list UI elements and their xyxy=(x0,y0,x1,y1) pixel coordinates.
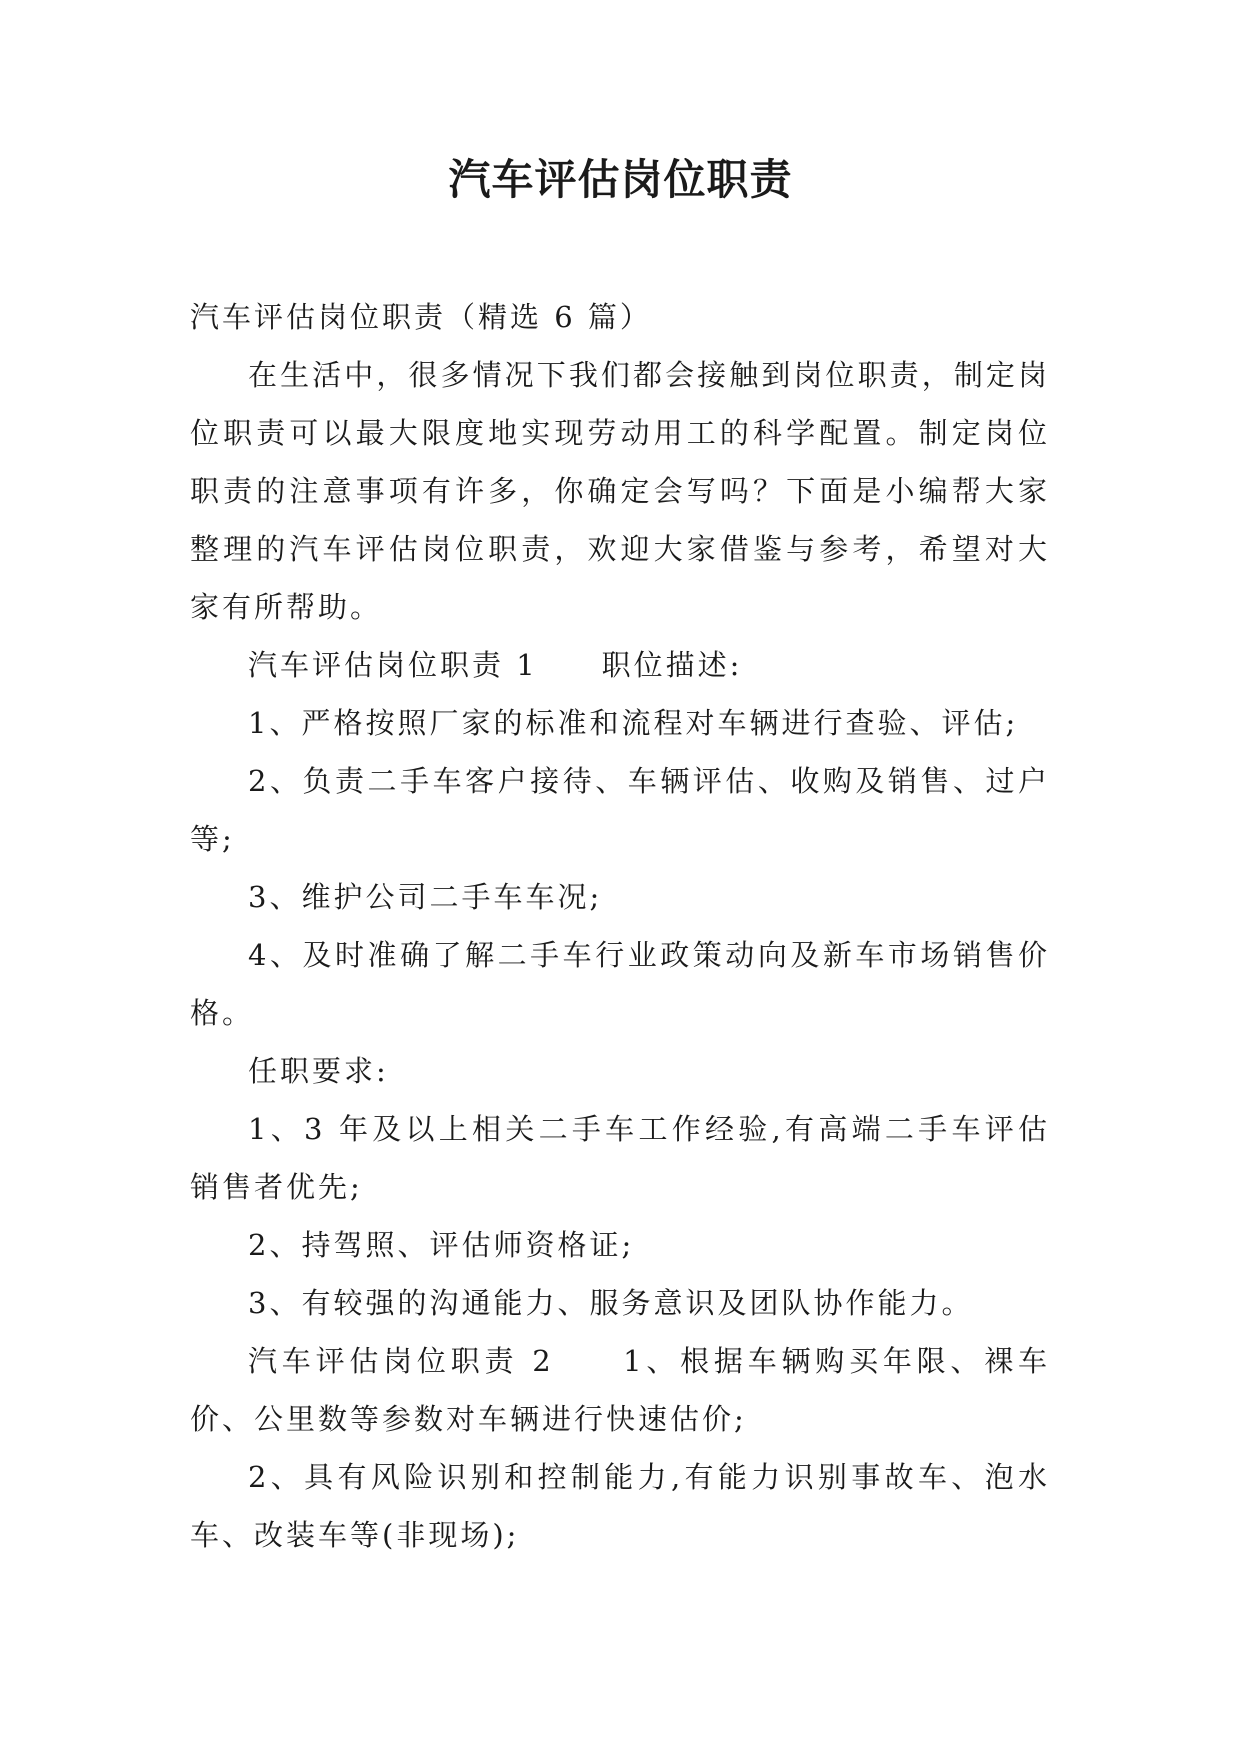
paragraph-list-item: 3、有较强的沟通能力、服务意识及团队协作能力。 xyxy=(248,1286,974,1320)
paragraph-subtitle: 汽车评估岗位职责（精选 6 篇） xyxy=(190,300,652,334)
paragraph-section-2-heading: 汽车评估岗位职责 2 1、根据车辆购买年限、裸车价、公里数等参数对车辆进行快速估价; xyxy=(190,1344,1050,1436)
paragraph-list-item: 2、持驾照、评估师资格证; xyxy=(248,1228,635,1262)
paragraph-list-item: 2、负责二手车客户接待、车辆评估、收购及销售、过户等; xyxy=(190,764,1050,856)
paragraph-list-item: 4、及时准确了解二手车行业政策动向及新车市场销售价格。 xyxy=(190,938,1050,1030)
paragraph-list-item: 2、具有风险识别和控制能力,有能力识别事故车、泡水车、改装车等(非现场); xyxy=(190,1460,1050,1552)
paragraph-list-item: 1、3 年及以上相关二手车工作经验,有高端二手车评估销售者优先; xyxy=(190,1112,1050,1204)
paragraph-section-1-heading: 汽车评估岗位职责 1 职位描述: xyxy=(248,648,743,682)
paragraph-list-item: 1、严格按照厂家的标准和流程对车辆进行查验、评估; xyxy=(248,706,1019,740)
document-title: 汽车评估岗位职责 xyxy=(448,155,793,204)
paragraph-list-item: 3、维护公司二手车车况; xyxy=(248,880,603,914)
document-body xyxy=(190,288,1050,1564)
paragraph-intro: 在生活中，很多情况下我们都会接触到岗位职责，制定岗位职责可以最大限度地实现劳动用工的科学配置。制定岗位职责的注意事项有许多，你确定会写吗？下面是小编帮大家整理的汽车评估岗位职责，欢迎大家借鉴与参考，希望对大家有所帮助。 xyxy=(190,358,1050,624)
paragraph-requirements-heading: 任职要求: xyxy=(248,1054,389,1088)
